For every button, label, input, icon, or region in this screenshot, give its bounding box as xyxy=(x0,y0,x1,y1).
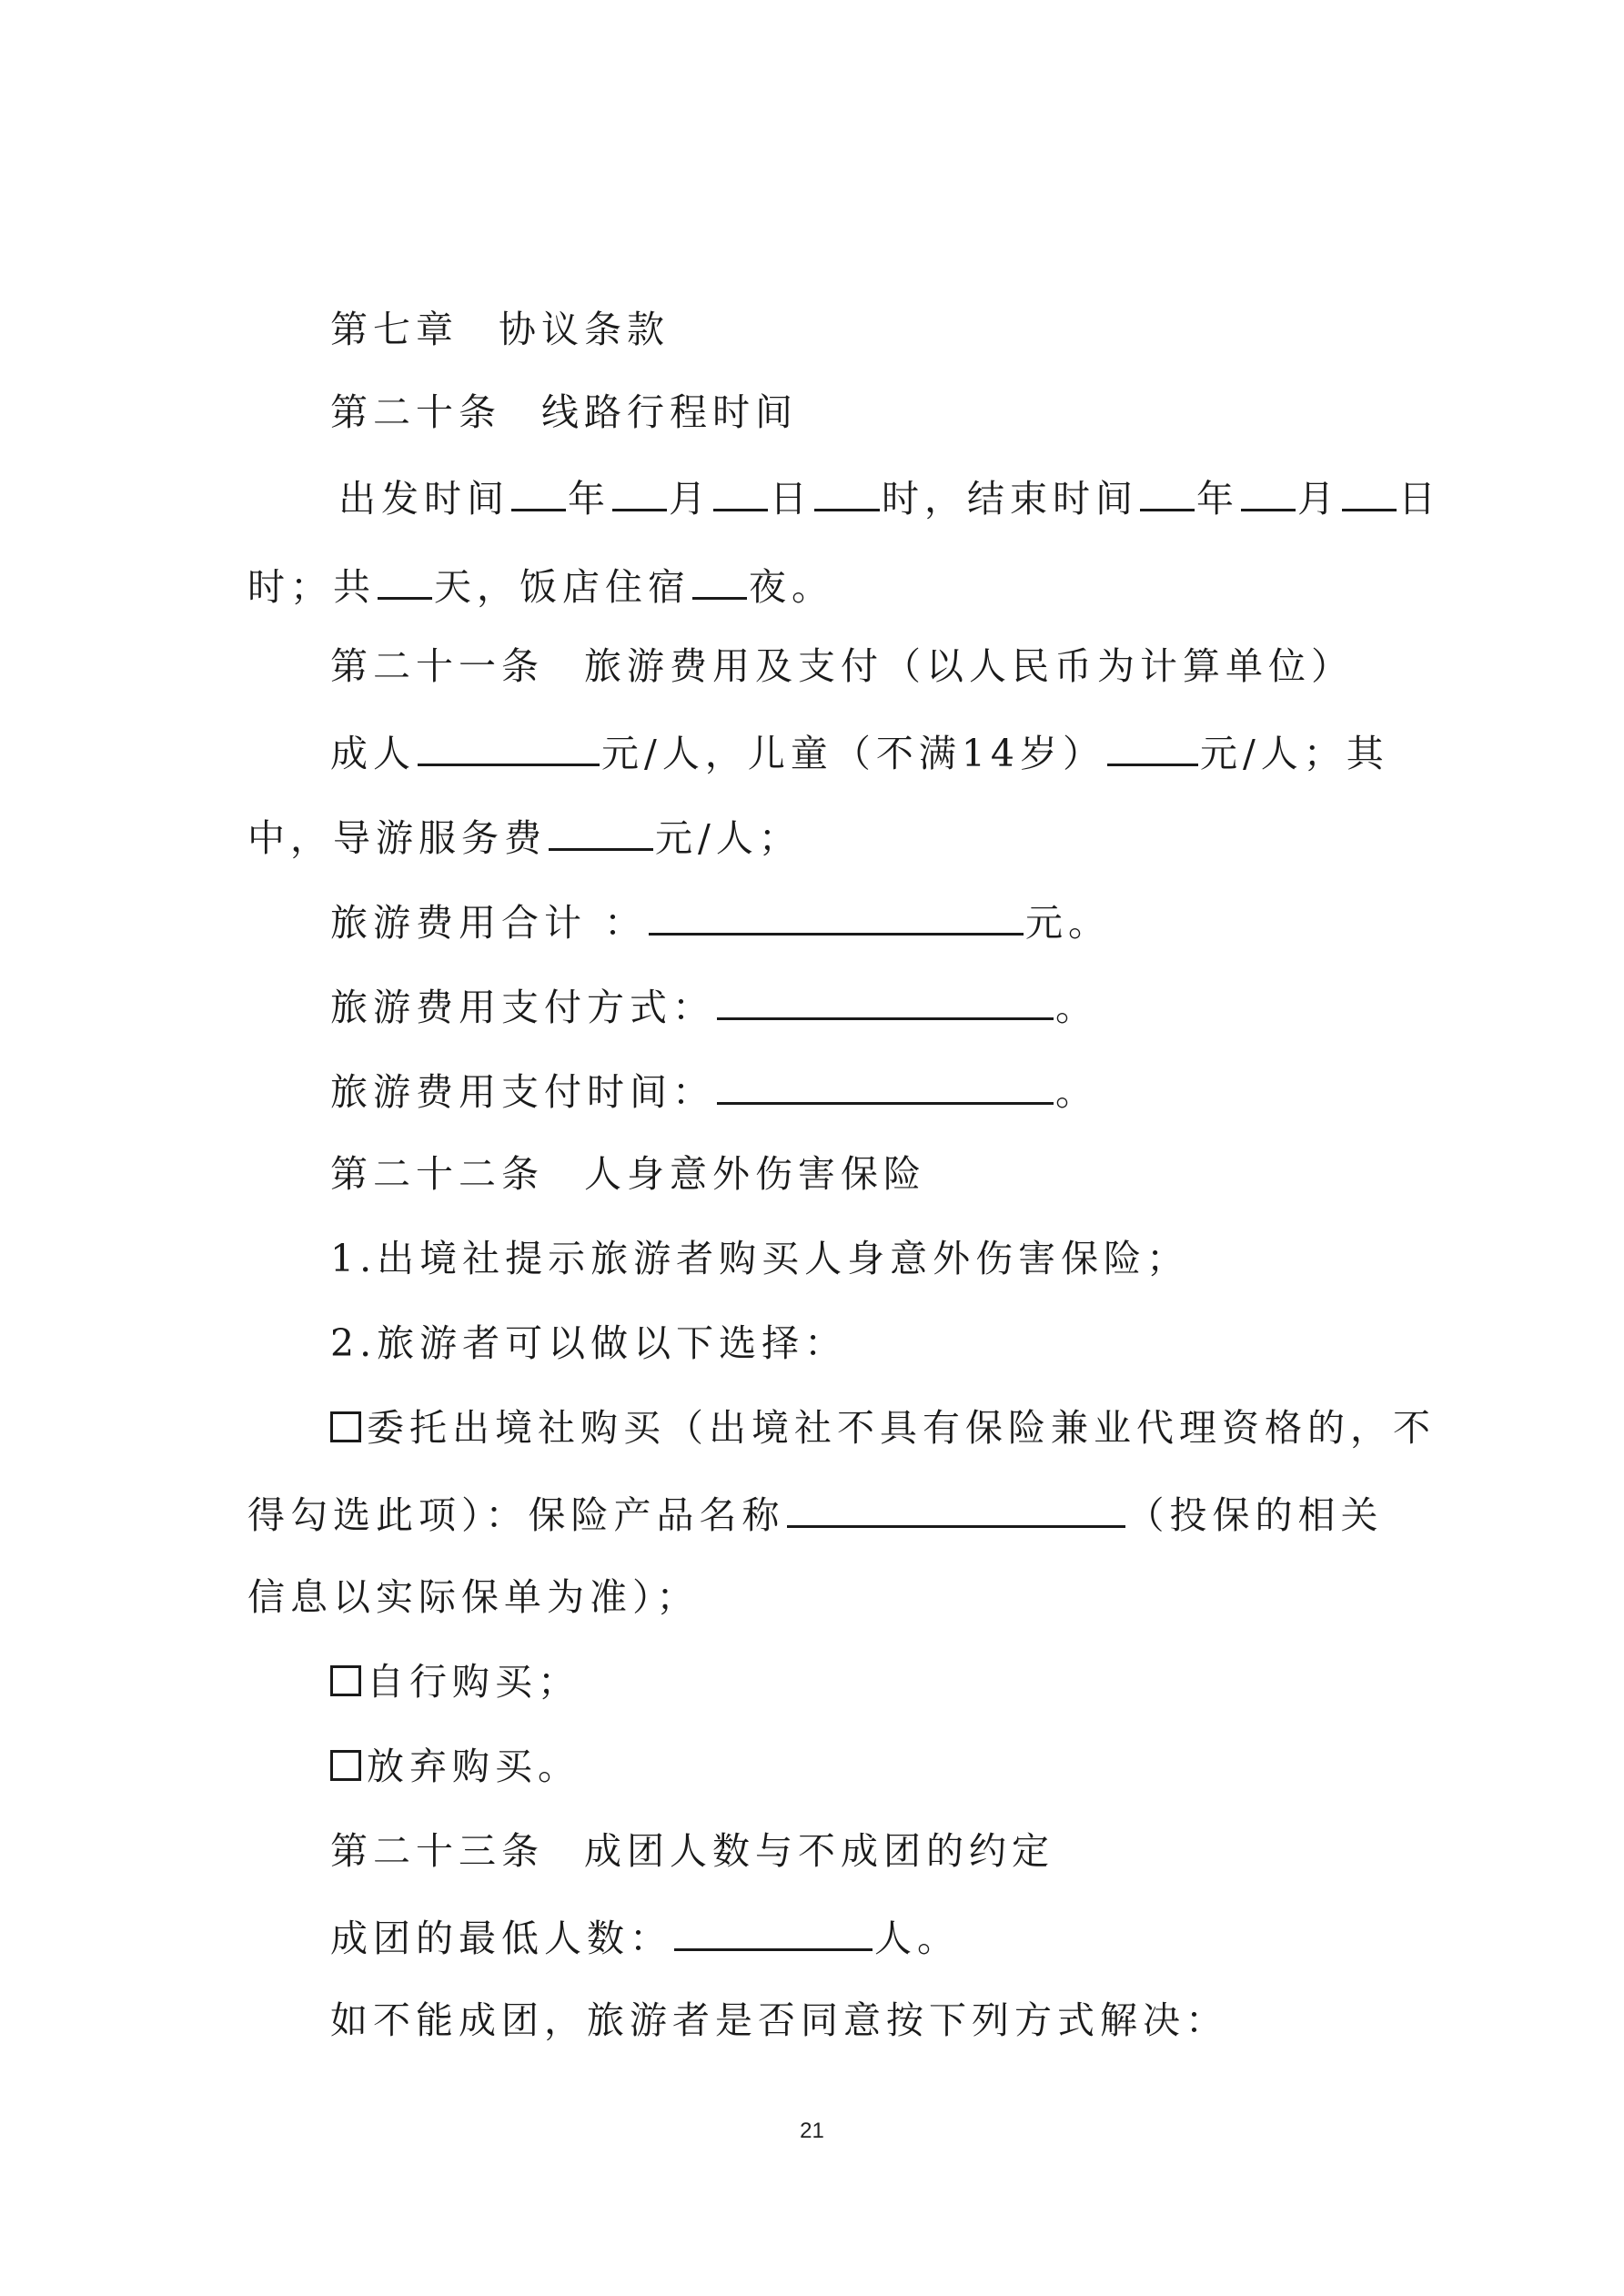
insurance-option-3-text: 放弃购买。 xyxy=(367,1745,580,1788)
total-fee-label: 旅游费用合计 ： xyxy=(330,901,648,945)
page-number: 21 xyxy=(800,2119,824,2143)
insurance-option-1-line-2 xyxy=(247,1493,1384,1537)
end-time-label: 时，结束时间 xyxy=(882,477,1138,521)
adult-label: 成人 xyxy=(330,732,416,775)
product-name-blank xyxy=(787,1494,1125,1528)
person-unit-label: 人。 xyxy=(874,1917,960,1960)
end-month-blank xyxy=(1241,478,1296,511)
minimum-group-size-label: 成团的最低人数： xyxy=(330,1917,672,1960)
article-number: 第二十一条 xyxy=(330,644,544,688)
adult-child-fee-line xyxy=(330,733,1389,773)
child-label: 元/人，儿童（不满14岁） xyxy=(601,732,1105,775)
end-year-blank xyxy=(1140,478,1195,511)
insurance-option-3 xyxy=(330,1745,580,1788)
trip-time-line-2 xyxy=(247,565,834,609)
insurance-item-1 xyxy=(330,1237,1190,1280)
group-failure-text: 如不能成团，旅游者是否同意按下列方式解决： xyxy=(330,1998,1228,2042)
insurance-item-2 xyxy=(330,1321,848,1365)
minimum-group-size-line xyxy=(330,1917,960,1960)
article-20-heading xyxy=(330,390,798,434)
article-title: 线路行程时间 xyxy=(541,390,798,434)
period: 。 xyxy=(1055,986,1098,1029)
policy-note-label: （投保的相关 xyxy=(1126,1493,1384,1537)
month-label: 月 xyxy=(1297,477,1340,521)
article-22-heading xyxy=(330,1152,926,1196)
year-label: 年 xyxy=(1196,477,1239,521)
checkbox-waive-purchase[interactable] xyxy=(330,1750,361,1781)
per-person-label: 元/人； xyxy=(655,816,802,860)
group-failure-line xyxy=(330,1998,1228,2042)
payment-method-blank xyxy=(717,986,1054,1020)
period: 。 xyxy=(1055,1070,1098,1114)
insurance-option-2-text: 自行购买； xyxy=(367,1660,580,1704)
checkbox-self-purchase[interactable] xyxy=(330,1665,361,1696)
chapter-number: 第七章 xyxy=(330,308,459,351)
insurance-option-1-text: 委托出境社购买（出境社不具有保险兼业代理资格的，不 xyxy=(367,1406,1436,1450)
article-21-heading xyxy=(330,644,1354,688)
total-fee-line xyxy=(330,901,1112,945)
payment-time-label: 旅游费用支付时间： xyxy=(330,1070,715,1114)
child-fee-blank xyxy=(1107,733,1198,766)
payment-time-line xyxy=(330,1070,1098,1114)
payment-time-blank xyxy=(717,1071,1054,1105)
departure-month-blank xyxy=(612,478,667,511)
insurance-item-1-text: 1.出境社提示旅游者购买人身意外伤害保险； xyxy=(330,1237,1190,1280)
nights-blank xyxy=(692,566,747,600)
currency-label: 元。 xyxy=(1025,901,1112,945)
minimum-group-size-blank xyxy=(674,1917,873,1951)
article-title: 成团人数与不成团的约定 xyxy=(584,1829,1054,1873)
chapter-title: 协议条款 xyxy=(499,308,670,351)
article-number: 第二十条 xyxy=(330,390,501,434)
total-fee-blank xyxy=(649,902,1024,936)
nights-label: 夜。 xyxy=(749,565,834,609)
day-label: 日 xyxy=(1398,477,1441,521)
guide-fee-label: 中，导游服务费 xyxy=(247,816,547,860)
article-23-heading xyxy=(330,1829,1054,1873)
product-name-label: 得勾选此项）：保险产品名称 xyxy=(247,1493,785,1537)
payment-method-label: 旅游费用支付方式： xyxy=(330,986,715,1029)
days-blank xyxy=(378,566,432,600)
day-label: 日 xyxy=(770,477,812,521)
month-label: 月 xyxy=(669,477,711,521)
hour-total-label: 时；共 xyxy=(247,565,376,609)
adult-fee-blank xyxy=(418,733,600,766)
checkbox-entrust-purchase[interactable] xyxy=(330,1411,361,1442)
insurance-option-1-line-3-text: 信息以实际保单为准）； xyxy=(247,1575,700,1619)
year-label: 年 xyxy=(568,477,610,521)
insurance-option-1-line-1 xyxy=(330,1406,1436,1450)
per-person-label: 元/人；其 xyxy=(1199,732,1389,775)
hotel-label: 天，饭店住宿 xyxy=(434,565,691,609)
departure-time-label: 出发时间 xyxy=(338,477,509,521)
trip-time-line-1 xyxy=(338,477,1441,521)
departure-day-blank xyxy=(713,478,768,511)
departure-hour-blank xyxy=(814,478,880,511)
payment-method-line xyxy=(330,986,1098,1027)
departure-year-blank xyxy=(511,478,566,511)
guide-fee-blank xyxy=(549,817,653,851)
article-number: 第二十三条 xyxy=(330,1829,544,1873)
insurance-option-1-line-3 xyxy=(247,1575,700,1619)
guide-fee-line xyxy=(247,816,802,860)
article-title: 人身意外伤害保险 xyxy=(584,1152,926,1196)
article-title: 旅游费用及支付（以人民币为计算单位） xyxy=(584,644,1354,688)
chapter-heading xyxy=(330,308,670,351)
insurance-item-2-text: 2.旅游者可以做以下选择： xyxy=(330,1321,848,1365)
article-number: 第二十二条 xyxy=(330,1152,544,1196)
end-day-blank xyxy=(1342,478,1397,511)
insurance-option-2 xyxy=(330,1660,580,1704)
